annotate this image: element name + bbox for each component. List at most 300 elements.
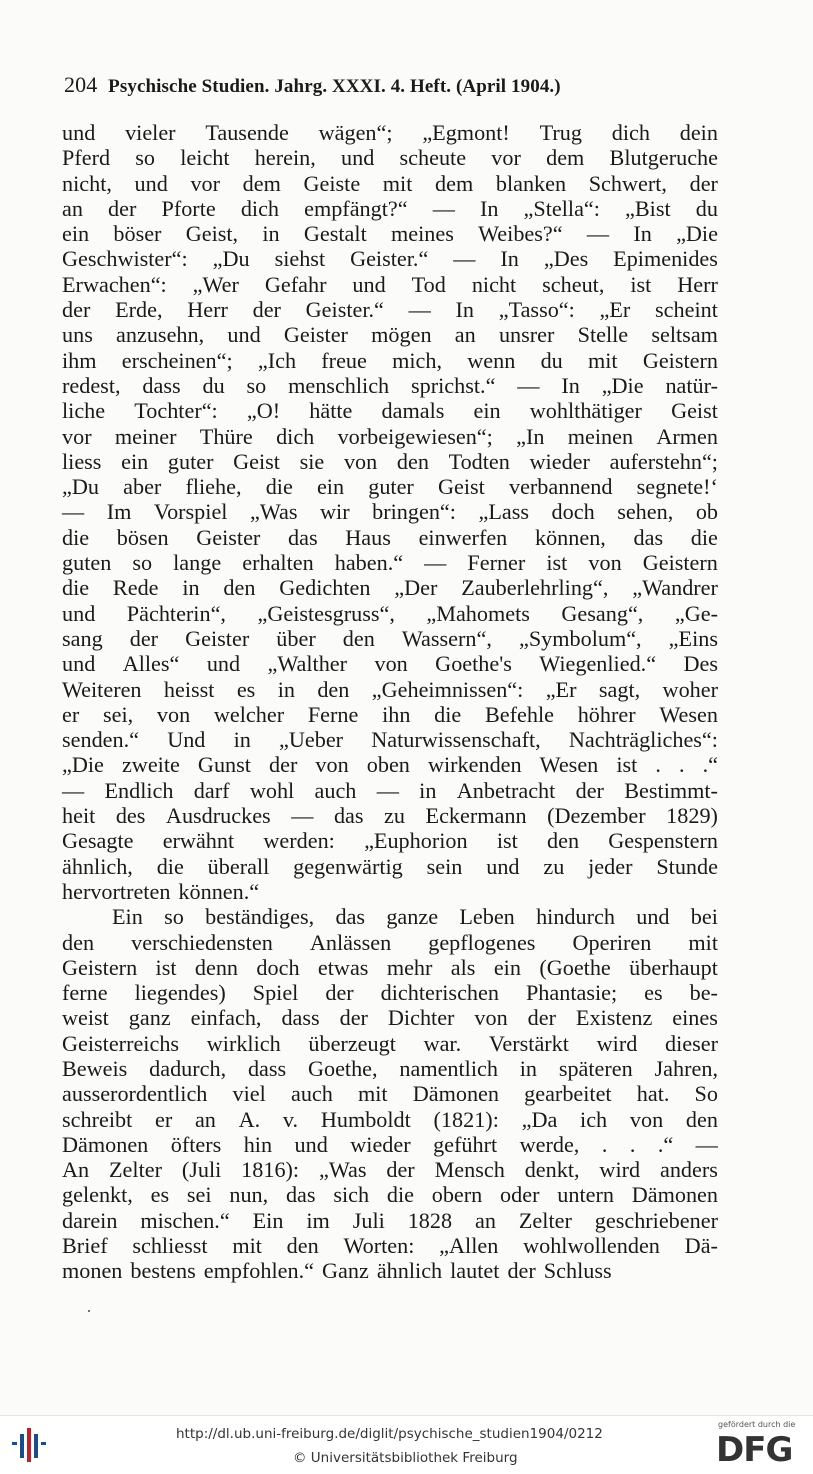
word: In <box>479 195 499 221</box>
word: Geister <box>185 625 250 651</box>
word: Trug <box>539 120 582 145</box>
word: herein, <box>254 145 316 171</box>
word: öfters <box>170 1131 222 1157</box>
word: der <box>325 980 354 1006</box>
word: „Da <box>521 1106 558 1132</box>
word: — <box>376 777 399 803</box>
text-line <box>62 1258 718 1283</box>
text-line <box>62 930 718 955</box>
word: Dämonen <box>412 1081 499 1107</box>
word: vor <box>491 145 521 171</box>
text-line <box>62 575 718 600</box>
word: die <box>434 701 462 727</box>
word: scheute <box>399 145 467 171</box>
word: denn <box>194 954 239 980</box>
word: dadurch, <box>149 1055 227 1081</box>
word: In <box>633 221 652 247</box>
word: hin <box>243 1131 273 1157</box>
word: wird <box>596 1030 638 1056</box>
word: guter <box>167 448 214 474</box>
word: wirkenden <box>427 752 522 778</box>
word: uns <box>62 322 93 348</box>
word: Anbetracht <box>456 777 556 803</box>
text-line <box>62 702 718 727</box>
word: Gefahr <box>264 271 327 297</box>
word: so <box>164 904 184 930</box>
word: Alles“ <box>122 651 180 677</box>
word: An <box>62 1157 90 1183</box>
word: auch <box>314 777 357 803</box>
word: zu <box>543 853 565 879</box>
word: weist <box>62 1005 109 1031</box>
word: von <box>315 752 349 778</box>
word: „Euphorion <box>364 828 468 854</box>
word: . <box>655 752 661 778</box>
word: etwas <box>317 954 369 980</box>
word: du <box>540 347 563 373</box>
word: Weibes?“ <box>478 221 563 247</box>
word: dem <box>435 170 474 196</box>
word: wenn <box>467 347 516 373</box>
word: eines <box>672 1005 718 1031</box>
word: den <box>223 575 256 601</box>
word: beständiges, <box>205 904 315 930</box>
word: wohl <box>249 777 295 803</box>
word: „Allen <box>439 1233 499 1259</box>
word: ist <box>155 954 177 980</box>
word: wieder <box>529 448 590 474</box>
word: und <box>227 322 261 348</box>
word: zweite <box>121 752 180 778</box>
word: meines <box>391 221 454 247</box>
word: und <box>62 120 96 145</box>
word: „Der <box>394 575 438 601</box>
word: Ganz <box>322 1258 369 1284</box>
word: 1816): <box>241 1157 300 1183</box>
word: wieder <box>350 1131 411 1157</box>
word: wohlthätiger <box>529 398 642 424</box>
word: Brief <box>62 1233 108 1259</box>
word: bringen“: <box>372 499 456 525</box>
word: mischen.“ <box>140 1207 230 1233</box>
word: sprichst.“ <box>411 372 496 398</box>
word: monen <box>62 1258 123 1284</box>
word: den <box>286 1233 319 1259</box>
word: so <box>246 372 267 398</box>
word: geschriebener <box>594 1207 718 1233</box>
word: sie <box>299 448 325 474</box>
word: „Walther <box>267 651 348 677</box>
word: Operiren <box>572 929 652 955</box>
text-line <box>62 904 718 929</box>
word: nicht <box>471 271 517 297</box>
copyright-notice: © Universitätsbibliothek Freiburg <box>293 1450 518 1466</box>
word: ausserordentlich <box>62 1081 208 1107</box>
text-line <box>62 550 718 575</box>
word: Haus <box>345 524 391 550</box>
word: Rede <box>112 575 159 601</box>
word: dem <box>242 170 281 196</box>
word: Spiel <box>252 980 299 1006</box>
word: wägen“; <box>318 120 393 145</box>
word: obern <box>431 1182 483 1208</box>
word: das <box>285 1182 316 1208</box>
word: dein <box>679 120 718 145</box>
word: erwähnt <box>162 828 235 854</box>
word: Ferne <box>307 701 359 727</box>
word: darein <box>62 1207 118 1233</box>
word: ein <box>493 954 521 980</box>
word: Juli <box>352 1207 385 1233</box>
word: erhalten <box>242 550 314 576</box>
text-line <box>62 601 718 626</box>
word: und <box>62 600 96 626</box>
word: Zauberlehrling“, <box>461 575 609 601</box>
word: „Bist <box>625 195 671 221</box>
word: Weiteren <box>62 676 142 702</box>
word: mögen <box>371 322 432 348</box>
word: . <box>629 1131 636 1157</box>
word: können.“ <box>178 878 260 904</box>
word: In <box>455 297 475 323</box>
word: seltsam <box>651 322 718 348</box>
word: senden.“ <box>62 727 140 753</box>
word: Gesang“, <box>561 600 644 626</box>
word: in <box>277 676 295 702</box>
word: „Mahomets <box>426 600 530 626</box>
word: dich <box>611 120 650 145</box>
word: Zelter <box>109 1157 162 1183</box>
word: den <box>62 929 95 955</box>
word: haben.“ <box>334 550 404 576</box>
word: die <box>265 474 293 500</box>
word: die <box>156 853 184 879</box>
word: — <box>432 195 455 221</box>
word: ein <box>473 398 501 424</box>
word: Anlässen <box>309 929 392 955</box>
word: guter <box>368 474 414 500</box>
word: er <box>154 1106 173 1132</box>
running-title: Psychische Studien. Jahrg. XXXI. 4. Heft. (April 1904.) <box>108 76 561 97</box>
word: Eckermann <box>425 803 527 829</box>
word: „Du <box>62 474 99 500</box>
word: der <box>129 625 159 651</box>
word: meinen <box>567 423 634 449</box>
word: Erde, <box>115 297 163 323</box>
word: können, <box>534 524 606 550</box>
text-line <box>62 145 718 170</box>
word: Pforte <box>161 195 216 221</box>
word: überall <box>207 853 270 879</box>
text-line <box>62 221 718 246</box>
word: in <box>519 1055 538 1081</box>
text-line <box>62 120 718 145</box>
word: So <box>694 1081 718 1107</box>
word: die <box>386 1182 414 1208</box>
word: Geist, <box>185 221 239 247</box>
word: Tausende <box>205 120 289 145</box>
word: der <box>689 170 718 196</box>
text-line <box>62 1031 718 1056</box>
word: Herr <box>677 271 718 297</box>
word: gegenwärtig <box>293 853 403 879</box>
word: Bestimmt- <box>624 777 718 803</box>
word: Blutgeruche <box>609 145 718 171</box>
word: doch <box>256 954 300 980</box>
word: von <box>343 448 378 474</box>
word: ihm <box>62 347 97 373</box>
word: jeder <box>588 853 633 879</box>
text-line <box>62 1157 718 1182</box>
word: die <box>62 575 90 601</box>
text-line <box>62 778 718 803</box>
word: (Juli <box>181 1157 222 1183</box>
word: heisst <box>163 676 215 702</box>
text-line <box>62 1208 718 1233</box>
word: meiner <box>114 423 177 449</box>
word: Pferd <box>62 145 111 171</box>
word: bei <box>690 904 718 930</box>
word: Geister <box>283 322 348 348</box>
word: verbannend <box>508 474 613 500</box>
word: und <box>294 1131 328 1157</box>
word: bestens <box>130 1258 196 1284</box>
word: „Tasso“: <box>498 297 575 323</box>
word: ein <box>62 221 90 247</box>
word: Stelle <box>577 322 629 348</box>
page-number: 204 <box>64 72 98 97</box>
word: ist <box>630 271 652 297</box>
word: freue <box>321 347 367 373</box>
word: „Egmont! <box>422 120 510 145</box>
word: du <box>202 372 225 398</box>
word: Gesagte <box>62 828 134 854</box>
word: (1821): <box>433 1106 499 1132</box>
word: der <box>269 752 298 778</box>
text-line <box>62 398 718 423</box>
word: von <box>588 550 622 576</box>
word: Endlich <box>104 777 174 803</box>
dfg-mark: DFG <box>716 1430 793 1470</box>
word: Beweis <box>62 1055 128 1081</box>
word: Schwert, <box>588 170 667 196</box>
word: „Wandrer <box>632 575 718 601</box>
source-url-link[interactable]: http://dl.ub.uni-freiburg.de/diglit/psychische_studien1904/0212 <box>176 1426 603 1442</box>
word: und <box>341 145 375 171</box>
word: ähnlich, <box>62 853 133 879</box>
word: Worten: <box>343 1233 415 1259</box>
word: Nachträgliches“: <box>568 727 718 753</box>
word: viel <box>232 1081 266 1107</box>
word: „Symbolum“, <box>518 625 642 651</box>
word: (Dezember <box>547 803 646 829</box>
word: „O! <box>246 398 281 424</box>
word: Pächterin“, <box>126 600 226 626</box>
word: ganz <box>128 1005 171 1031</box>
word: vorbeigewiesen“; <box>337 423 493 449</box>
word: „Er <box>545 676 577 702</box>
text-line <box>62 854 718 879</box>
word: Geister.“ <box>305 297 384 323</box>
word: Geisterreichs <box>62 1030 180 1056</box>
word: von <box>156 701 191 727</box>
word: bösen <box>116 524 169 550</box>
word: das <box>335 904 366 930</box>
word: siehst <box>274 246 326 272</box>
word: dich <box>276 423 315 449</box>
word: böser <box>113 221 162 247</box>
word: die <box>690 524 718 550</box>
word: lange <box>173 550 222 576</box>
word: dass <box>281 1005 320 1031</box>
word: einfach, <box>190 1005 262 1031</box>
word: schreibt <box>62 1106 133 1132</box>
word: Vorspiel <box>153 499 228 525</box>
word: Geister <box>196 524 261 550</box>
word: Geist <box>233 448 280 474</box>
word: Geist <box>437 474 485 500</box>
word: der <box>527 1005 556 1031</box>
word: 1828 <box>407 1207 453 1233</box>
word: — <box>408 297 431 323</box>
text-line <box>62 373 718 398</box>
word: es <box>644 980 663 1006</box>
word: der <box>339 1005 368 1031</box>
word: die <box>62 524 90 550</box>
word: — <box>453 246 476 272</box>
word: Stunde <box>656 853 718 879</box>
word: von <box>629 1106 664 1132</box>
word: „Des <box>543 246 589 272</box>
word: Geistern <box>642 550 718 576</box>
word: gearbeitet <box>524 1081 612 1107</box>
word: und <box>636 904 670 930</box>
word: und <box>134 170 168 196</box>
word: du <box>695 195 718 221</box>
text-line <box>62 803 718 828</box>
text-line <box>62 525 718 550</box>
text-line <box>62 272 718 297</box>
word: verschiedensten <box>131 929 273 955</box>
word: empfohlen.“ <box>203 1258 314 1284</box>
word: ein <box>121 448 149 474</box>
word: Ein <box>112 904 143 930</box>
word: Gestalt <box>303 221 367 247</box>
word: der <box>507 1258 536 1284</box>
word: „Geheimnissen“: <box>371 676 524 702</box>
word: „Er <box>599 297 631 323</box>
word: . <box>601 1131 608 1157</box>
dfg-caption: gefördert durch die <box>718 1420 796 1429</box>
word: über <box>276 625 316 651</box>
word: hat. <box>636 1081 670 1107</box>
word: sagt, <box>598 676 641 702</box>
word: vieler <box>125 120 176 145</box>
word: mit <box>232 1233 262 1259</box>
word: dass <box>142 372 181 398</box>
word: sei <box>186 1182 212 1208</box>
word: hervortreten <box>62 878 171 904</box>
word: sein <box>426 853 463 879</box>
word: redest, <box>62 372 121 398</box>
library-logo-icon <box>10 1426 50 1462</box>
stray-dot <box>88 1310 90 1312</box>
word: Erwachen“: <box>62 271 167 297</box>
word: mit <box>688 929 718 955</box>
text-line <box>62 677 718 702</box>
word: mit <box>382 170 413 196</box>
text-line <box>62 474 718 499</box>
word: Epimenides <box>613 246 718 272</box>
word: 1829) <box>666 803 718 829</box>
footer-bar <box>0 1415 813 1474</box>
word: dichterischen <box>380 980 499 1006</box>
word: der <box>575 777 604 803</box>
word: höhrer <box>577 701 636 727</box>
word: Goethe's <box>435 651 512 677</box>
word: von <box>374 651 408 677</box>
word: sehen, <box>617 499 674 525</box>
word: Dichter <box>387 1005 455 1031</box>
word: liess <box>62 448 102 474</box>
text-line <box>62 1182 718 1207</box>
word: und <box>62 651 96 677</box>
word: — <box>517 372 540 398</box>
word: Und <box>167 727 206 753</box>
word: wohlwollenden <box>523 1233 660 1259</box>
word: Thüre <box>199 423 253 449</box>
word: „Geistesgruss“, <box>257 600 395 626</box>
word: nicht, <box>62 170 112 196</box>
word: dem <box>546 145 585 171</box>
word: ob <box>695 499 718 525</box>
word: lautet <box>450 1258 500 1284</box>
word: und <box>352 271 386 297</box>
word: Todten <box>448 448 510 474</box>
word: an <box>194 1106 216 1132</box>
word: ähnlich <box>376 1258 443 1284</box>
word: in <box>182 575 200 601</box>
word: scheut, <box>542 271 605 297</box>
word: v. <box>282 1106 299 1132</box>
word: Mensch <box>434 1157 505 1183</box>
word: in <box>233 727 251 753</box>
word: als <box>450 954 476 980</box>
word: hätte <box>309 398 353 424</box>
word: sich <box>333 1182 370 1208</box>
word: auch <box>290 1081 333 1107</box>
word: ich <box>580 1106 608 1132</box>
word: den <box>396 448 429 474</box>
word: anzusehn, <box>116 322 205 348</box>
word: Befehle <box>484 701 554 727</box>
word: fliehe, <box>185 474 242 500</box>
word: des <box>115 803 146 829</box>
word: Schluss <box>543 1258 612 1284</box>
word: im <box>306 1207 330 1233</box>
word: der <box>108 195 137 221</box>
word: Geist <box>671 398 718 424</box>
word: wir <box>320 499 350 525</box>
text-line <box>62 348 718 373</box>
word: Goethe, <box>307 1055 378 1081</box>
word: — <box>424 550 447 576</box>
word: „Die <box>676 221 718 247</box>
word: Geiste <box>303 170 361 196</box>
word: überzeugt <box>308 1030 396 1056</box>
word: Jahren, <box>654 1055 718 1081</box>
word: „Die <box>601 372 644 398</box>
